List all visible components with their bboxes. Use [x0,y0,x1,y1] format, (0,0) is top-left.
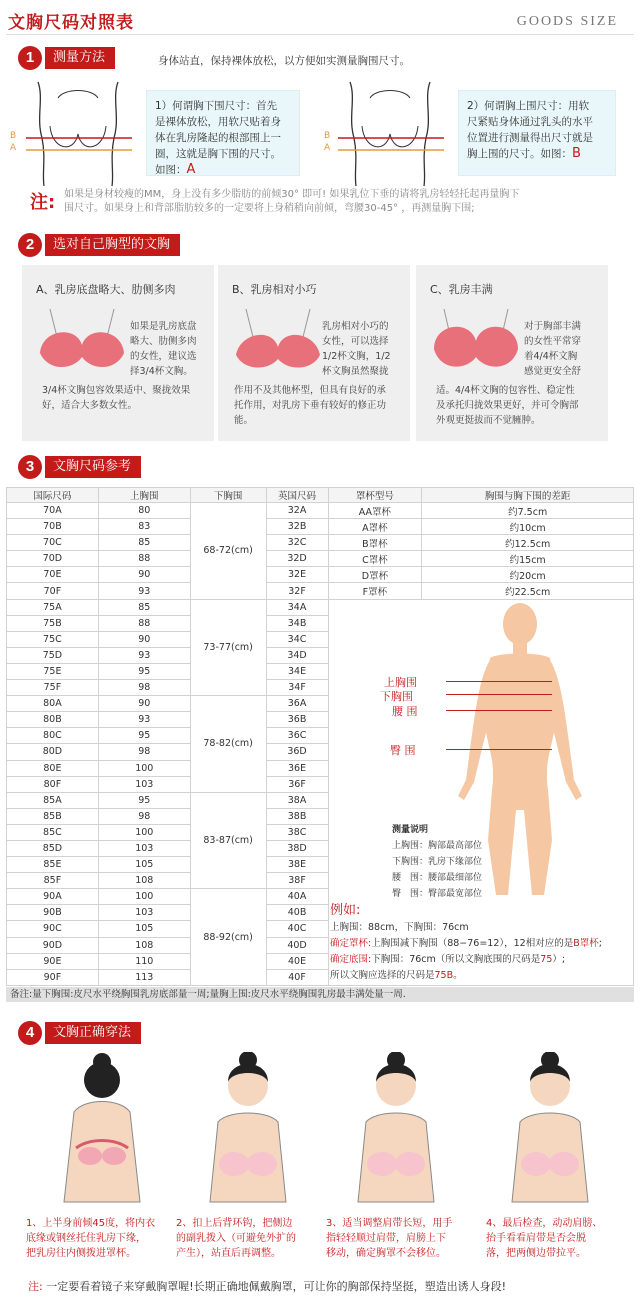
example-line: B罩杯 [573,938,599,949]
table-cell: 98 [98,744,190,760]
table-cell: 32D [266,551,328,567]
note-mark: 注: [30,192,56,213]
table-cell: 36A [266,696,328,712]
table-cell: 90 [98,696,190,712]
tip-line: 胸上围的尺寸。如图： [467,148,572,160]
table-cell: 75B [7,615,99,631]
table-cell: 90 [98,567,190,583]
tip-line: 位置进行测量得出尺寸就是 [467,132,593,144]
table-cell: 90 [98,631,190,647]
card-title: A、乳房底盘略大、肋侧多肉 [36,283,176,296]
table-cell: 80A [7,696,99,712]
example-line: 确定罩杯: [330,938,372,949]
table-cell: 40E [266,953,328,969]
table-cell: 75E [7,663,99,679]
table-cell: 95 [98,663,190,679]
table-cell: 85F [7,873,99,889]
table-cell: 38D [266,840,328,856]
table-cell: 32E [266,567,328,583]
tip-line: 2）何谓胸上围尺寸：用软 [467,100,590,112]
col-header: 国际尺码 [7,488,99,503]
table-cell: 90C [7,921,99,937]
legend-item: 下胸围：乳房下缘部位 [392,857,483,867]
tip-line: 尺紧贴身体通过乳头的水平 [467,116,593,128]
card-text-line: 适。4/4杯文胸的包容性、稳定性 [436,385,575,396]
page-subtitle: GOODS SIZE [516,14,618,29]
table-cell: 83-87(cm) [190,792,266,889]
table-cell: 90D [7,937,99,953]
step-line: 产生），站直后再调整。 [176,1248,281,1259]
table-cell: 34B [266,615,328,631]
table-cell: 34E [266,663,328,679]
table-cell: A罩杯 [328,519,422,535]
card-text-line: 的女性，建议选 [130,351,197,362]
table-cell: AA罩杯 [328,503,422,519]
final-note-mark: 注: [28,1280,43,1293]
table-cell: 36F [266,776,328,792]
table-cell: 70F [7,583,99,599]
table-row [7,583,634,599]
upper-bust-line [446,681,552,682]
table-cell: 40F [266,969,328,985]
label-waist: 腰 围 [392,705,418,718]
torso-measure-a-illustration [8,78,148,188]
col-header: 胸围与胸下围的差距 [422,488,634,503]
table-cell: 105 [98,921,190,937]
table-footer-note: 备注:量下胸围:皮尺水平绕胸围乳房底部量一周;量胸上围:皮尺水平绕胸围乳房最丰满处量一周. [6,987,634,1002]
example-line: 下胸围：76cm（所以文胸底围的尺码是 [371,954,541,965]
final-note [28,1278,628,1294]
section-1-header [18,46,115,70]
table-row [7,519,634,535]
tip-line: 是裸体放松，用软尺贴着身 [155,116,281,128]
example-line: 。 [453,970,463,981]
bra-icon [36,305,128,375]
table-cell: 80 [98,503,190,519]
table-cell: 80F [7,776,99,792]
table-row [7,535,634,551]
legend-item: 上胸围：胸部最高部位 [392,841,483,851]
marker-b: B [324,131,331,141]
card-text-line: 杯文胸虽然聚拢 [322,366,389,377]
table-cell: 38B [266,808,328,824]
step-line: 底缘或钢丝托住乳房下缘， [26,1233,146,1244]
example-line: 上胸围减下胸围（88−76=12），12相对应的是 [371,938,574,949]
tip-line: 1）何谓胸下围尺寸：首先 [155,100,278,112]
label-hip: 臀 围 [390,744,416,757]
step-line: 的副乳拨入（可避免外扩的 [176,1233,296,1244]
table-cell: 98 [98,680,190,696]
table-row [7,551,634,567]
measure-legend [392,822,482,902]
table-cell: 34D [266,647,328,663]
table-cell: 85C [7,824,99,840]
note-line: 如果是身材较瘦的MM，身上没有多少脂肪的前倾30° 即可! 如果乳位下垂的请将乳房轻轻托起再量胸下 [64,189,520,200]
table-cell: 40C [266,921,328,937]
section-number: 4 [18,1021,42,1045]
table-cell: 75D [7,647,99,663]
table-cell: 36E [266,760,328,776]
tip-letter-b: B [572,146,581,161]
table-cell: 约12.5cm [422,535,634,551]
section-number: 1 [18,46,42,70]
label-upper-bust: 上胸围 [384,676,417,689]
table-cell: 32B [266,519,328,535]
table-cell: 75A [7,599,99,615]
step-line: 指轻轻顺过肩带，肩膀上下 [326,1233,446,1244]
table-cell: 85A [7,792,99,808]
step-3-illustration [336,1052,456,1212]
table-cell: 70D [7,551,99,567]
table-cell: 80E [7,760,99,776]
table-cell: 32C [266,535,328,551]
table-cell: 40A [266,889,328,905]
table-cell: 36B [266,712,328,728]
card-text-line: 能。 [234,415,254,426]
card-title: B、乳房相对小巧 [232,283,317,296]
table-cell: 90A [7,889,99,905]
step-line: 3、适当调整肩带长短，用手 [326,1218,453,1229]
card-text-line: 感觉更安全舒 [524,366,582,377]
table-cell: D罩杯 [328,567,422,583]
col-header: 下胸围 [190,488,266,503]
section-number: 3 [18,455,42,479]
table-cell: 约7.5cm [422,503,634,519]
table-cell: 约15cm [422,551,634,567]
section-title: 文胸正确穿法 [45,1022,141,1044]
table-cell: 88-92(cm) [190,889,266,986]
table-cell: 38A [266,792,328,808]
measure-intro: 身体站直，保持裸体放松，以方便如实测量胸围尺寸。 [158,55,410,67]
under-bust-line [446,694,552,695]
measure-note [64,188,624,216]
step-3-text [326,1216,476,1261]
marker-a: A [324,143,331,153]
example-line: ; [598,938,602,949]
step-line: 1、上半身前倾45度，将内衣 [26,1218,156,1229]
section-number: 2 [18,233,42,257]
step-1-illustration [40,1052,160,1212]
table-cell: F罩杯 [328,583,422,599]
table-cell: 105 [98,857,190,873]
table-cell: 36D [266,744,328,760]
example-line: 75 [540,954,553,965]
table-cell: 95 [98,728,190,744]
bra-icon [232,305,324,375]
table-cell: 70C [7,535,99,551]
step-line: 把乳房往内侧拨进罩杯。 [26,1248,136,1259]
hip-line [446,749,552,750]
tip-upper-bust [458,90,616,176]
table-cell: 103 [98,905,190,921]
card-text-line: 如果是乳房底盘 [130,321,197,332]
legend-item: 腰 围：腰部最细部位 [392,873,483,883]
table-cell: 88 [98,551,190,567]
tip-line: 如图： [155,164,187,176]
label-under-bust: 下胸围 [380,690,413,703]
step-4-illustration [490,1052,610,1212]
card-text-line: 托作用，对乳房下垂有较好的修正功 [234,400,387,411]
table-cell: 38E [266,857,328,873]
card-text-line: 略大、肋侧多肉 [130,336,197,347]
table-cell: 85 [98,535,190,551]
step-1-text [26,1216,174,1261]
waist-line [446,710,552,711]
table-cell: 34A [266,599,328,615]
table-header-row [7,488,634,503]
col-header: 英国尺码 [266,488,328,503]
step-line: 抬手看看肩带是否会脱 [486,1233,586,1244]
card-text-line: 1/2杯文胸，1/2 [322,351,391,362]
tip-letter-a: A [186,162,196,177]
example-box [330,902,632,984]
card-text-line: 女性，可以选择 [322,336,389,347]
col-header: 罩杯型号 [328,488,422,503]
table-cell: 34F [266,680,328,696]
example-line: ）; [552,954,566,965]
table-cell: 40D [266,937,328,953]
table-cell: 80B [7,712,99,728]
torso-measure-b-illustration [320,78,460,188]
card-text-line: 着4/4杯文胸 [524,351,578,362]
col-header: 上胸围 [98,488,190,503]
table-cell: 113 [98,969,190,985]
note-line: 围尺寸。如果身上和背部脂肪较多的一定要将上身稍稍向前倾，弯腰30-45° ，再测量胸下围; [64,203,475,214]
table-cell: 32A [266,503,328,519]
step-line: 落，把两侧边带拉平。 [486,1248,586,1259]
card-title: C、乳房丰满 [430,283,493,296]
table-cell: 83 [98,519,190,535]
card-text-line: 乳房相对小巧的 [322,321,389,332]
table-cell: 38F [266,873,328,889]
table-cell: 100 [98,889,190,905]
page-title: 文胸尺码对照表 [8,13,134,33]
table-cell: 85B [7,808,99,824]
table-cell: 108 [98,937,190,953]
card-text-line: 外观更挺拔而不觉臃肿。 [436,415,541,426]
section-title: 文胸尺码参考 [45,456,141,478]
marker-b: B [10,131,17,141]
step-4-text [486,1216,634,1261]
table-cell: 103 [98,776,190,792]
table-cell: 90B [7,905,99,921]
bra-type-card-a [22,265,214,441]
table-cell: 85E [7,857,99,873]
table-cell: 85 [98,599,190,615]
table-cell: 73-77(cm) [190,599,266,696]
table-cell: 98 [98,808,190,824]
table-cell: 40B [266,905,328,921]
table-cell: 93 [98,712,190,728]
table-cell: 75C [7,631,99,647]
table-cell: 90F [7,969,99,985]
table-cell: 38C [266,824,328,840]
tip-under-bust [146,90,300,176]
table-cell: 70E [7,567,99,583]
table-cell: 93 [98,583,190,599]
table-cell: 108 [98,873,190,889]
table-cell: 110 [98,953,190,969]
table-cell: 约22.5cm [422,583,634,599]
table-cell: 88 [98,615,190,631]
card-text-line: 的女性平常穿 [524,336,582,347]
table-cell: 93 [98,647,190,663]
table-cell: 95 [98,792,190,808]
table-cell: 约20cm [422,567,634,583]
final-note-text: 一定要看着镜子来穿戴胸罩喔!长期正确地佩戴胸罩，可让你的胸部保持坚挺，塑造出诱人身段! [46,1280,507,1293]
legend-title: 测量说明 [392,825,429,835]
example-line: 75B [434,970,454,981]
example-line: 确定底围: [330,954,372,965]
step-line: 4、最后检查，动动肩膀、 [486,1218,603,1229]
table-cell: 68-72(cm) [190,503,266,600]
section-title: 选对自己胸型的文胸 [45,234,180,256]
table-cell: 70B [7,519,99,535]
table-cell: 100 [98,760,190,776]
card-text-line: 择3/4杯文胸。 [130,366,193,377]
table-cell: 78-82(cm) [190,696,266,793]
section-title: 测量方法 [45,47,115,69]
tip-line: 圈，这就是胸下围的尺寸。 [155,148,281,160]
section-3-header [18,455,141,479]
card-text-line: 作用不及其他杯型，但具有良好的承 [234,385,387,396]
step-line: 移动，确定胸罩不会移位。 [326,1248,446,1259]
table-row [7,567,634,583]
legend-item: 臀 围：臀部最宽部位 [392,889,483,899]
section-2-header [18,233,180,257]
section-4-header [18,1021,141,1045]
table-cell: 80D [7,744,99,760]
table-cell: B罩杯 [328,535,422,551]
example-line: 上胸围：88cm，下胸围：76cm [330,922,469,933]
step-2-illustration [188,1052,308,1212]
example-line: 所以文胸应选择的尺码是 [330,970,435,981]
table-cell: 70A [7,503,99,519]
bra-type-card-c [416,265,608,441]
divider [6,34,634,35]
step-2-text [176,1216,324,1261]
bra-icon [430,305,522,375]
table-cell: C罩杯 [328,551,422,567]
card-text-line: 3/4杯文胸包容效果适中、聚拢效果 [42,385,191,396]
table-cell: 34C [266,631,328,647]
table-cell: 75F [7,680,99,696]
table-cell: 36C [266,728,328,744]
table-row [7,503,634,519]
step-line: 2、扣上后背环钩，把侧边 [176,1218,293,1229]
card-text-line: 好，适合大多数女性。 [42,400,138,411]
tip-line: 体在乳房隆起的根部围上一 [155,132,281,144]
example-title: 例如: [330,903,361,918]
table-cell: 103 [98,840,190,856]
card-text-line: 及承托归拢效果更好，并可令胸部 [436,400,579,411]
table-cell: 85D [7,840,99,856]
table-cell: 80C [7,728,99,744]
table-cell: 约10cm [422,519,634,535]
bra-type-card-b [218,265,410,441]
table-cell: 32F [266,583,328,599]
table-cell: 100 [98,824,190,840]
marker-a: A [10,143,17,153]
table-cell: 90E [7,953,99,969]
card-text-line: 对于胸部丰满 [524,321,582,332]
